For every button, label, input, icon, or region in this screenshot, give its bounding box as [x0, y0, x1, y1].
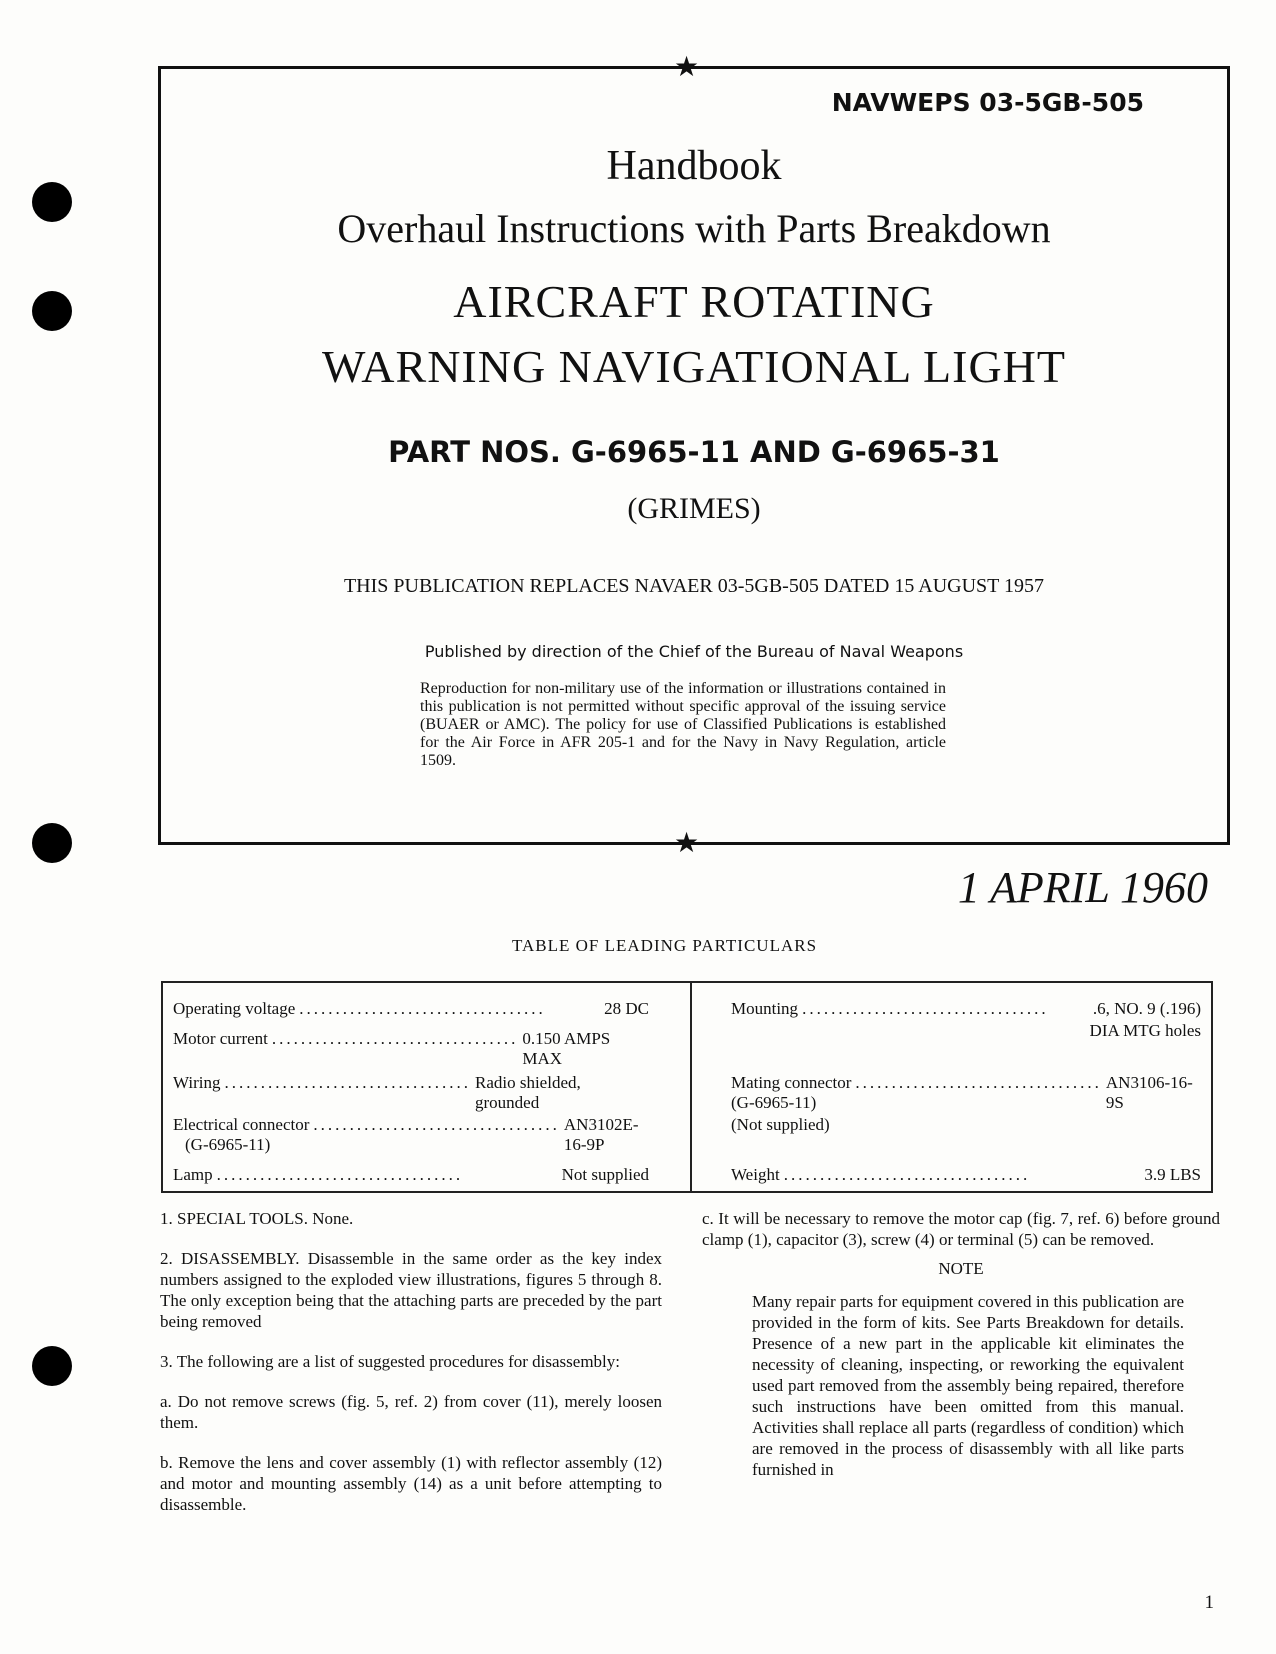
table-subtext: (Not supplied)	[731, 1115, 830, 1134]
table-row: Mounting .................................. .6, NO. 9 (.196)	[731, 999, 1201, 1018]
publication-date: 1 APRIL 1960	[957, 863, 1208, 912]
table-title: TABLE OF LEADING PARTICULARS	[512, 936, 818, 955]
title-main-1: AIRCRAFT ROTATING	[453, 276, 935, 327]
binder-hole	[32, 1346, 72, 1386]
binder-hole	[32, 182, 72, 222]
table-row: Motor current .................................. 0.150 AMPS MAX	[173, 1029, 611, 1068]
table-row: Weight .................................. 3.9 LBS	[731, 1165, 1201, 1184]
table-row: Lamp .................................. Not supplied	[173, 1165, 649, 1184]
table-row: Operating voltage .................................. 28 DC	[173, 999, 649, 1018]
replaces-notice: THIS PUBLICATION REPLACES NAVAER 03-5GB-505 DATED 15 AUGUST 1957	[343, 575, 1045, 597]
page-number: 1	[1204, 1592, 1214, 1613]
title-subtitle: Overhaul Instructions with Parts Breakdown	[337, 206, 1051, 251]
note-text: Many repair parts for equipment covered in this publication are provided in the form of kits. See Parts Breakdown for details. Presence of a new part in the applicable kit eliminates the necessity of cleaning, inspecting, or reworking the equivalent used part removed from the assembly being repaired, therefore such instructions have been omitted from this manual. Activities shall replace all parts (regardless of condition) which are removed in the process of disassembly with all like parts furnished in	[752, 1292, 1184, 1479]
paragraph: b. Remove the lens and cover assembly (1) with reflector assembly (12) and motor and mounting assembly (14) as a unit before attempting to disassemble.	[160, 1453, 662, 1514]
document-number: NAVWEPS 03-5GB-505	[831, 88, 1144, 117]
paragraph: a. Do not remove screws (fig. 5, ref. 2) from cover (11), merely loosen them.	[160, 1392, 662, 1432]
star-icon: ★	[674, 828, 700, 859]
table-subtext: DIA MTG holes	[1089, 1021, 1201, 1040]
note-heading: NOTE	[938, 1259, 984, 1278]
binder-hole	[32, 291, 72, 331]
table-subtext: (G-6965-11)	[185, 1135, 271, 1154]
leading-particulars-table	[161, 981, 1213, 1193]
table-row: Wiring .................................. Radio shielded, grounded	[173, 1073, 581, 1112]
paragraph: 2. DISASSEMBLY. Disassemble in the same order as the key index numbers assigned to the exploded view illustrations, figures 5 through 8. The only exception being that the attaching parts are preceded by the part being removed	[160, 1249, 662, 1331]
paragraph: c. It will be necessary to remove the motor cap (fig. 7, ref. 6) before ground clamp (1), capacitor (3), screw (4) or terminal (5) can be removed.	[702, 1209, 1220, 1249]
part-numbers: PART NOS. G-6965-11 AND G-6965-31	[388, 435, 1000, 469]
reproduction-notice: Reproduction for non-military use of the information or illustrations contained in this publication is not permitted without specific approval of the issuing service (BUAER or AMC). The policy for use of Classified Publications is established for the Air Force in AFR 205-1 and for the Navy in Navy Regulation, article 1509.	[420, 680, 946, 769]
manufacturer: (GRIMES)	[627, 492, 761, 525]
star-icon: ★	[674, 52, 700, 83]
paragraph: 3. The following are a list of suggested procedures for disassembly:	[160, 1352, 620, 1371]
title-handbook: Handbook	[606, 143, 782, 189]
paragraph: 1. SPECIAL TOOLS. None.	[160, 1209, 354, 1228]
published-by: Published by direction of the Chief of the Bureau of Naval Weapons	[424, 642, 964, 661]
table-row: Electrical connector .................................. AN3102E-16-9P	[173, 1115, 639, 1154]
right-column	[702, 1208, 1220, 1480]
table-row: Mating connector .................................. AN3106-16-9S	[731, 1073, 1193, 1112]
table-subtext: (G-6965-11)	[731, 1093, 817, 1112]
binder-hole	[32, 823, 72, 863]
left-column	[160, 1208, 662, 1534]
title-main-2: WARNING NAVIGATIONAL LIGHT	[321, 341, 1066, 392]
